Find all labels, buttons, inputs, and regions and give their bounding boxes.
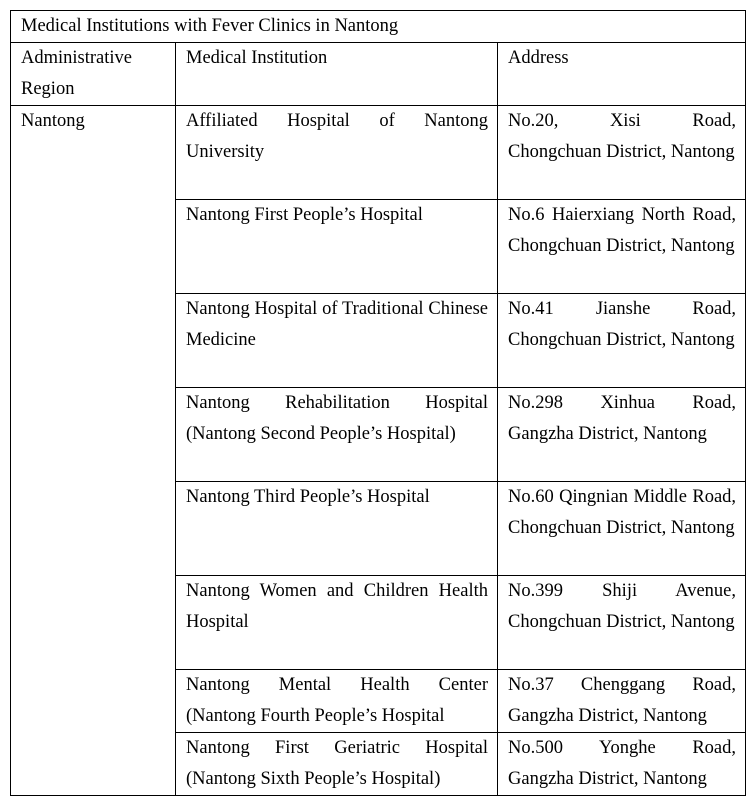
institution-cell: Nantong First Geriatric Hospital (Nantong Sixth People’s Hospital) (176, 733, 498, 796)
institution-cell: Nantong First People’s Hospital (176, 200, 498, 294)
address-cell: No.41 Jianshe Road, Chongchuan District, Nantong (498, 294, 746, 388)
institution-cell: Nantong Women and Children Health Hospital (176, 576, 498, 670)
institution-cell: Nantong Third People’s Hospital (176, 482, 498, 576)
address-cell: No.399 Shiji Avenue, Chongchuan District, Nantong (498, 576, 746, 670)
table-row (11, 106, 746, 200)
address-cell: No.6 Haierxiang North Road, Chongchuan District, Nantong (498, 200, 746, 294)
institution-cell: Affiliated Hospital of Nantong University (176, 106, 498, 200)
address-cell: No.500 Yonghe Road, Gangzha District, Nantong (498, 733, 746, 796)
fever-clinics-table (10, 10, 746, 796)
region-cell: Nantong (11, 106, 176, 796)
address-cell: No.37 Chenggang Road, Gangzha District, Nantong (498, 670, 746, 733)
header-address: Address (498, 43, 746, 106)
address-cell: No.20, Xisi Road, Chongchuan District, Nantong (498, 106, 746, 200)
title-row (11, 11, 746, 43)
header-row (11, 43, 746, 106)
institution-cell: Nantong Hospital of Traditional Chinese Medicine (176, 294, 498, 388)
header-region: Administrative Region (11, 43, 176, 106)
address-cell: No.60 Qingnian Middle Road, Chongchuan District, Nantong (498, 482, 746, 576)
institution-cell: Nantong Mental Health Center (Nantong Fourth People’s Hospital (176, 670, 498, 733)
institution-cell: Nantong Rehabilitation Hospital (Nantong Second People’s Hospital) (176, 388, 498, 482)
header-institution: Medical Institution (176, 43, 498, 106)
table-title: Medical Institutions with Fever Clinics in Nantong (11, 11, 746, 43)
address-cell: No.298 Xinhua Road, Gangzha District, Nantong (498, 388, 746, 482)
